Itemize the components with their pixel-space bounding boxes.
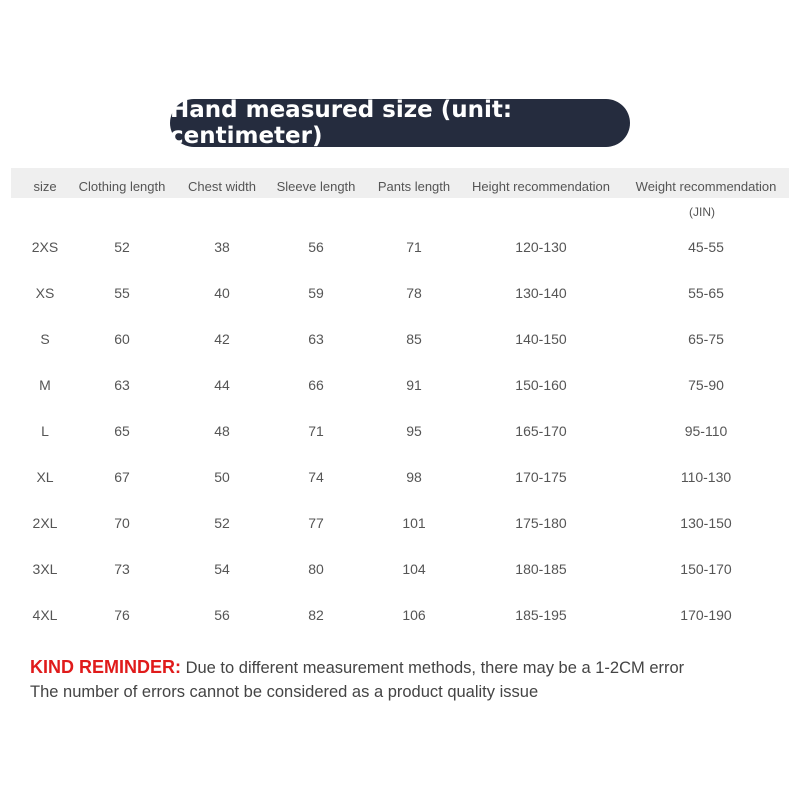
table-cell: 75-90: [688, 377, 724, 393]
column-header-6: Weight recommendation: [635, 178, 777, 194]
table-cell: 71: [406, 239, 422, 255]
table-cell: 50: [214, 469, 230, 485]
size-cell: 2XL: [32, 515, 58, 531]
table-cell: 106: [402, 607, 426, 623]
reminder-text-2: The number of errors cannot be considered as a product quality issue: [30, 683, 539, 701]
table-cell: 42: [214, 331, 230, 347]
size-cell: XS: [35, 285, 55, 301]
size-cell: 3XL: [32, 561, 58, 577]
table-cell: 77: [308, 515, 324, 531]
table-cell: 63: [114, 377, 130, 393]
table-cell: 120-130: [515, 239, 567, 255]
table-cell: 67: [114, 469, 130, 485]
table-cell: 65-75: [688, 331, 724, 347]
table-cell: 55: [114, 285, 130, 301]
table-cell: 38: [214, 239, 230, 255]
table-cell: 70: [114, 515, 130, 531]
size-cell: 2XS: [31, 239, 59, 255]
table-cell: 52: [114, 239, 130, 255]
table-cell: 78: [406, 285, 422, 301]
table-cell: 130-150: [680, 515, 732, 531]
table-cell: 54: [214, 561, 230, 577]
table-cell: 59: [308, 285, 324, 301]
table-cell: 60: [114, 331, 130, 347]
column-header-3: Sleeve length: [276, 178, 356, 194]
table-cell: 95: [406, 423, 422, 439]
table-cell: 52: [214, 515, 230, 531]
column-header-1: Clothing length: [78, 178, 166, 194]
table-cell: 104: [402, 561, 426, 577]
table-cell: 80: [308, 561, 324, 577]
reminder-text-1: Due to different measurement methods, there may be a 1-2CM error: [181, 659, 685, 677]
table-cell: 82: [308, 607, 324, 623]
table-cell: 175-180: [515, 515, 567, 531]
size-cell: M: [39, 377, 51, 393]
table-cell: 45-55: [688, 239, 724, 255]
table-cell: 74: [308, 469, 324, 485]
table-cell: 65: [114, 423, 130, 439]
column-header-0: size: [33, 178, 57, 194]
weight-unit-label: (JIN): [689, 205, 715, 219]
table-cell: 185-195: [515, 607, 567, 623]
table-cell: 76: [114, 607, 130, 623]
column-header-4: Pants length: [377, 178, 451, 194]
table-cell: 63: [308, 331, 324, 347]
table-cell: 101: [402, 515, 426, 531]
table-cell: 56: [308, 239, 324, 255]
table-cell: 165-170: [515, 423, 567, 439]
column-header-5: Height recommendation: [471, 178, 611, 194]
kind-reminder: [30, 655, 684, 680]
table-cell: 140-150: [515, 331, 567, 347]
table-cell: 170-190: [680, 607, 732, 623]
table-cell: 170-175: [515, 469, 567, 485]
table-cell: 180-185: [515, 561, 567, 577]
table-cell: 98: [406, 469, 422, 485]
size-cell: XL: [36, 469, 54, 485]
table-cell: 91: [406, 377, 422, 393]
table-cell: 56: [214, 607, 230, 623]
table-cell: 95-110: [684, 423, 728, 439]
table-cell: 130-140: [515, 285, 567, 301]
reminder-label: KIND REMINDER:: [30, 657, 181, 677]
table-cell: 44: [214, 377, 230, 393]
size-cell: L: [41, 423, 49, 439]
table-cell: 110-130: [680, 469, 732, 485]
table-cell: 48: [214, 423, 230, 439]
table-cell: 71: [308, 423, 324, 439]
column-header-2: Chest width: [188, 178, 256, 194]
table-cell: 73: [114, 561, 130, 577]
size-cell: S: [40, 331, 50, 347]
table-cell: 66: [308, 377, 324, 393]
size-cell: 4XL: [32, 607, 58, 623]
page-title: Hand measured size (unit: centimeter): [170, 99, 630, 147]
table-cell: 150-160: [515, 377, 567, 393]
table-cell: 85: [406, 331, 422, 347]
table-cell: 150-170: [680, 561, 732, 577]
table-cell: 40: [214, 285, 230, 301]
table-cell: 55-65: [688, 285, 724, 301]
